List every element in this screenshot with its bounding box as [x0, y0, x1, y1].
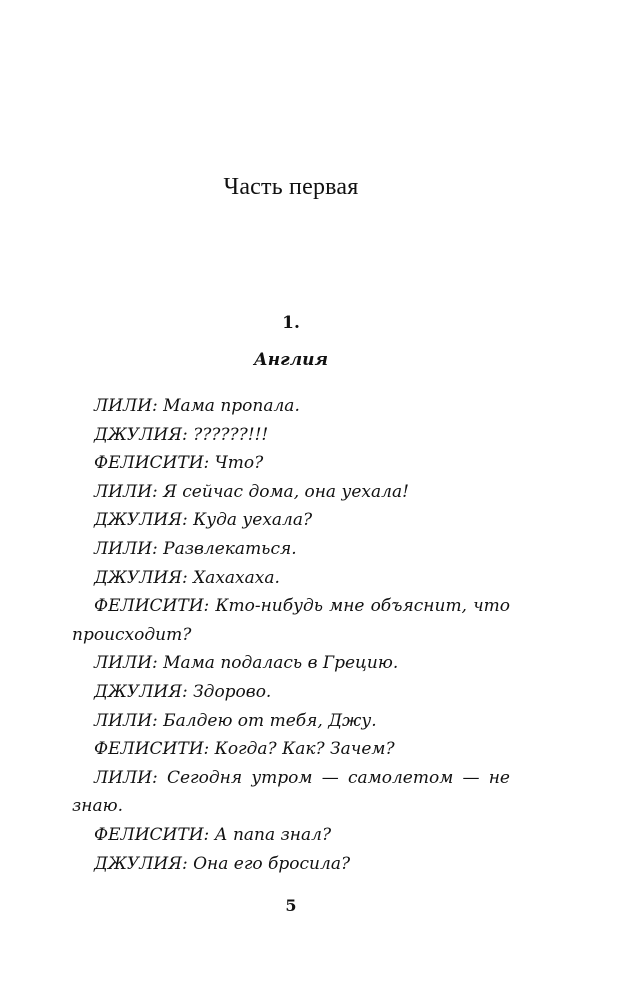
dialogue-line: ДЖУЛИЯ: Хахахаха.: [94, 567, 280, 588]
dialogue-line: ДЖУЛИЯ: Здорово.: [94, 681, 272, 702]
dialogue-line: ФЕЛИСИТИ: Когда? Как? Зачем?: [94, 739, 395, 760]
dialogue-line: ЛИЛИ: Я сейчас дома, она уехала!: [94, 481, 409, 502]
dialogue-line: ФЕЛИСИТИ: А папа знал?: [94, 824, 332, 845]
dialogue-line: ДЖУЛИЯ: Она его бросила?: [94, 853, 351, 874]
part-title: Часть первая: [223, 174, 359, 200]
dialogue-text: [72, 392, 510, 878]
dialogue-line: ЛИЛИ: Балдею от тебя, Джу.: [94, 710, 377, 731]
dialogue-line: ЛИЛИ: Мама пропала.: [94, 396, 300, 416]
page-number: 5: [285, 896, 297, 915]
dialogue-line: ФЕЛИСИТИ: Что?: [94, 453, 264, 474]
dialogue-line: ДЖУЛИЯ: Куда уехала?: [94, 510, 313, 531]
dialogue-line: ФЕЛИСИТИ: Кто-нибудь мне объяснит, что происходит?: [72, 596, 510, 645]
dialogue-line: ЛИЛИ: Развлекаться.: [94, 538, 297, 559]
dialogue-line: ЛИЛИ: Сегодня утром — самолетом — не знаю.: [72, 767, 510, 817]
dialogue-line: ДЖУЛИЯ: ??????!!!: [94, 424, 269, 445]
dialogue-line: ЛИЛИ: Мама подалась в Грецию.: [94, 653, 399, 674]
chapter-number: 1.: [282, 313, 300, 333]
chapter-subtitle: Англия: [253, 350, 329, 370]
